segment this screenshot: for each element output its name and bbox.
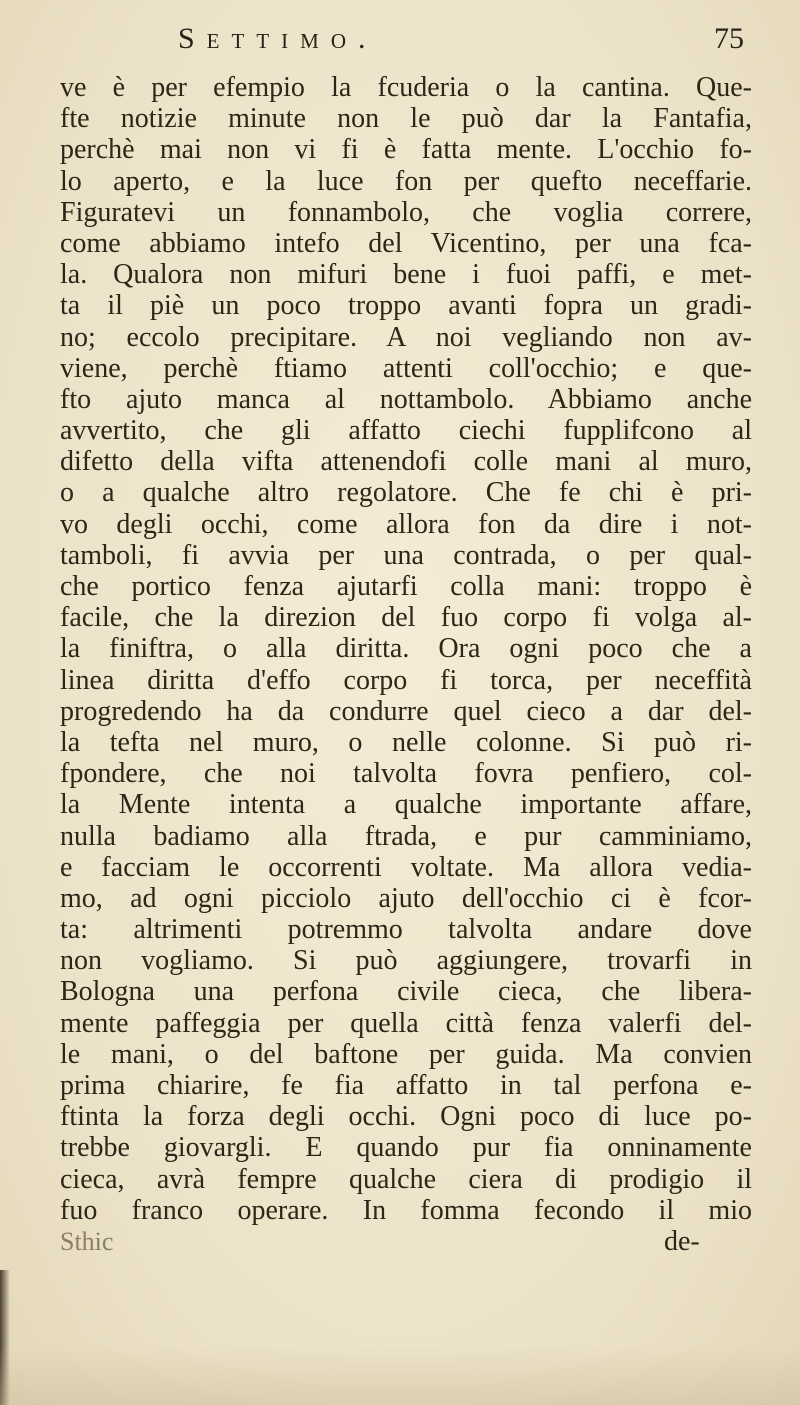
text-line: mente paffeggia per quella città fenza valerfi del- bbox=[60, 1007, 752, 1039]
text-line: vo degli occhi, come allora fon da dire i not- bbox=[60, 508, 752, 540]
text-line: che portico fenza ajutarfi colla mani: troppo è bbox=[60, 571, 752, 602]
text-line: e facciam le occorrenti voltate. Ma allora vedia- bbox=[60, 851, 752, 883]
bottom-shadow bbox=[0, 1345, 800, 1405]
text-line: perchè mai non vi fi è fatta mente. L'occhio fo- bbox=[60, 134, 752, 166]
catchword: de- bbox=[664, 1225, 700, 1257]
text-line: linea diritta d'effo corpo fi torca, per neceffità bbox=[60, 664, 752, 696]
page-header bbox=[0, 22, 800, 66]
text-line: viene, perchè ftiamo attenti coll'occhio; e que- bbox=[60, 352, 752, 384]
text-line: Bologna una perfona civile cieca, che libera- bbox=[60, 976, 752, 1008]
body-text bbox=[60, 72, 752, 1257]
text-line: ta: altrimenti potremmo talvolta andare dove bbox=[60, 914, 752, 946]
text-line: no; eccolo precipitare. A noi vegliando non av- bbox=[60, 321, 752, 353]
text-line: fte notizie minute non le può dar la Fantafia, bbox=[60, 103, 752, 135]
catchword-row bbox=[60, 1226, 752, 1257]
text-line: facile, che la direzion del fuo corpo fi volga al- bbox=[60, 602, 752, 634]
text-line: la finiftra, o alla diritta. Ora ogni poco che a bbox=[60, 633, 752, 665]
text-line: o a qualche altro regolatore. Che fe chi è pri- bbox=[60, 477, 752, 509]
text-line: tamboli, fi avvia per una contrada, o per qual- bbox=[60, 539, 752, 571]
text-line: le mani, o del baftone per guida. Ma convien bbox=[60, 1038, 752, 1070]
text-line: nulla badiamo alla ftrada, e pur camminiamo, bbox=[60, 820, 752, 852]
text-line: fto ajuto manca al nottambolo. Abbiamo anche bbox=[60, 383, 752, 415]
text-line: avvertito, che gli affatto ciechi fupplifcono al bbox=[60, 415, 752, 447]
text-line: lo aperto, e la luce fon per quefto neceffarie. bbox=[60, 165, 752, 197]
text-line: prima chiarire, fe fia affatto in tal perfona e- bbox=[60, 1070, 752, 1101]
text-line: mo, ad ogni picciolo ajuto dell'occhio ci è fcor- bbox=[60, 882, 752, 914]
running-title: Settimo. bbox=[178, 22, 378, 55]
text-line: Figuratevi un fonnambolo, che voglia correre, bbox=[60, 196, 752, 228]
text-line: come abbiamo intefo del Vicentino, per una fca- bbox=[60, 227, 752, 259]
text-line: ftinta la forza degli occhi. Ogni poco di luce po- bbox=[60, 1101, 752, 1133]
page-number: 75 bbox=[714, 22, 744, 55]
text-line: non vogliamo. Si può aggiungere, trovarfi in bbox=[60, 945, 752, 977]
text-line: la. Qualora non mifuri bene i fuoi paffi, e met- bbox=[60, 259, 752, 291]
text-line: trebbe giovargli. E quando pur fia onninamente bbox=[60, 1132, 752, 1164]
text-line: difetto della vifta attenendofi colle mani al muro, bbox=[60, 446, 752, 478]
text-line: la tefta nel muro, o nelle colonne. Si può ri- bbox=[60, 726, 752, 758]
text-line: cieca, avrà fempre qualche ciera di prodigio il bbox=[60, 1163, 752, 1195]
text-line: progredendo ha da condurre quel cieco a dar del- bbox=[60, 695, 752, 727]
text-line: ta il piè un poco troppo avanti fopra un gradi- bbox=[60, 290, 752, 322]
text-line: la Mente intenta a qualche importante affare, bbox=[60, 789, 752, 821]
signature-mark: Sthic bbox=[60, 1226, 114, 1256]
text-line: fpondere, che noi talvolta fovra penfiero, col- bbox=[60, 758, 752, 790]
text-line: fuo franco operare. In fomma fecondo il mio bbox=[60, 1194, 752, 1226]
text-line: ve è per efempio la fcuderia o la cantina. Que- bbox=[60, 72, 752, 103]
